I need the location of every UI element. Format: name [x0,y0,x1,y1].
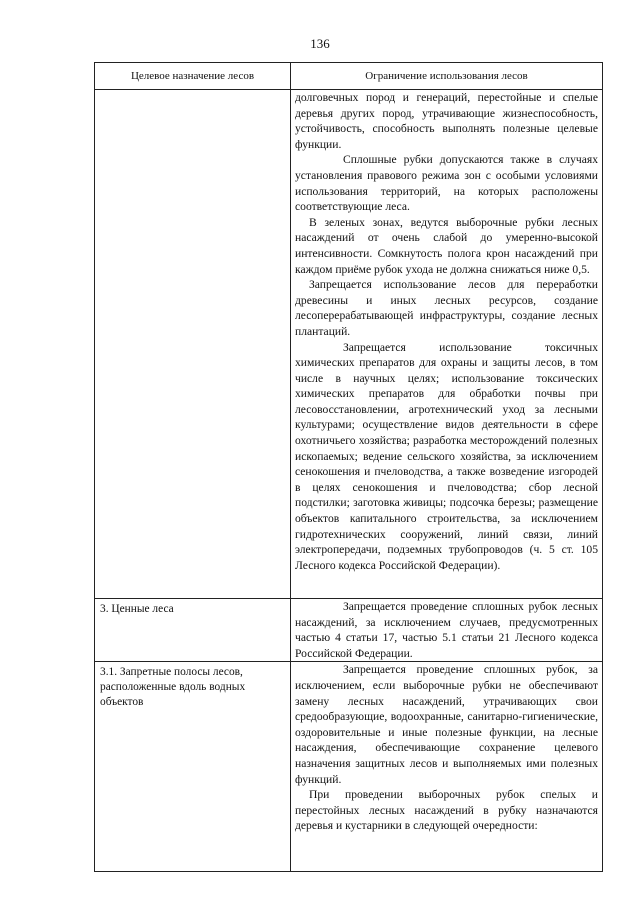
page-number: 136 [310,36,330,51]
restriction-paragraph: Запрещается использование лесов для переработки древесины и иных лесных ресурсов, создание лесоперерабатывающей инфраструктуры, создание лесных плантаций. [295,278,598,338]
purpose-cell [95,90,291,599]
purpose-cell: 3.1. Запретные полосы лесов, расположенные вдоль водных объектов [95,662,291,872]
restriction-cell [291,599,603,662]
header-restriction: Ограничение использования лесов [291,63,603,90]
restriction-paragraph: Запрещается использование токсичных химических препаратов для охраны и защиты лесов, в том числе в научных целях; использование токсических химических препаратов для обработки почвы при лесовосстановлении, агротехнический уход за лесными культурами; осуществление видов деятельности в сфере охотничьего хозяйства; разработка месторождений полезных ископаемых; ведение сельского хозяйства, за исключением сенокошения и пчеловодства, а также возведение изгородей в целях сенокошения и пчеловодства; сбор лесной подстилки; заготовка живицы; подсочка березы; размещение объектов капитального строительства, за исключением гидротехнических сооружений, линий связи, линий электропередачи, подземных трубопроводов (ч. 5 ст. 105 Лесного кодекса Российской Федерации). [295,340,598,572]
table-row [95,599,603,662]
header-purpose: Целевое назначение лесов [95,63,291,90]
restriction-paragraph: При проведении выборочных рубок спелых и перестойных лесных насаждений в рубку назначаются деревья и кустарники в следующей очередности: [295,788,598,833]
purpose-cell: 3. Ценные леса [95,599,291,662]
restriction-cell [291,662,603,872]
restriction-paragraph: долговечных пород и генераций, перестойные и спелые деревья других пород, утрачивающие жизнеспособность, устойчивость, способность выполнять полезные целевые функции. [295,91,598,151]
restriction-paragraph: В зеленых зонах, ведутся выборочные рубки лесных насаждений от очень слабой до умеренно-высокой интенсивности. Сомкнутость полога крон насаждений при каждом приёме рубок ухода не должна снижаться ниже 0,5. [295,215,598,276]
table-row [95,662,603,872]
restriction-cell [291,90,603,599]
restrictions-table [94,62,603,872]
table-row [95,90,603,599]
table-header-row [95,63,603,90]
restriction-paragraph: Запрещается проведение сплошных рубок лесных насаждений, за исключением случаев, предусмотренных частью 4 статьи 17, частью 5.1 статьи 21 Лесного кодекса Российской Федерации. [295,600,598,660]
restriction-paragraph: Сплошные рубки допускаются также в случаях установления правового режима зон с особыми условиями использования территорий, на которых расположены соответствующие леса. [295,153,598,214]
restriction-paragraph: Запрещается проведение сплошных рубок, за исключением, если выборочные рубки не обеспечивают замену лесных насаждений, утрачивающих свои средообразующие, водоохранные, санитарно-гигиенические, оздоровительные и иные полезные функции, на лесные насаждения, обеспечивающие сохранение целевого назначения защитных лесов и выполняемых ими полезных функций. [295,663,598,786]
